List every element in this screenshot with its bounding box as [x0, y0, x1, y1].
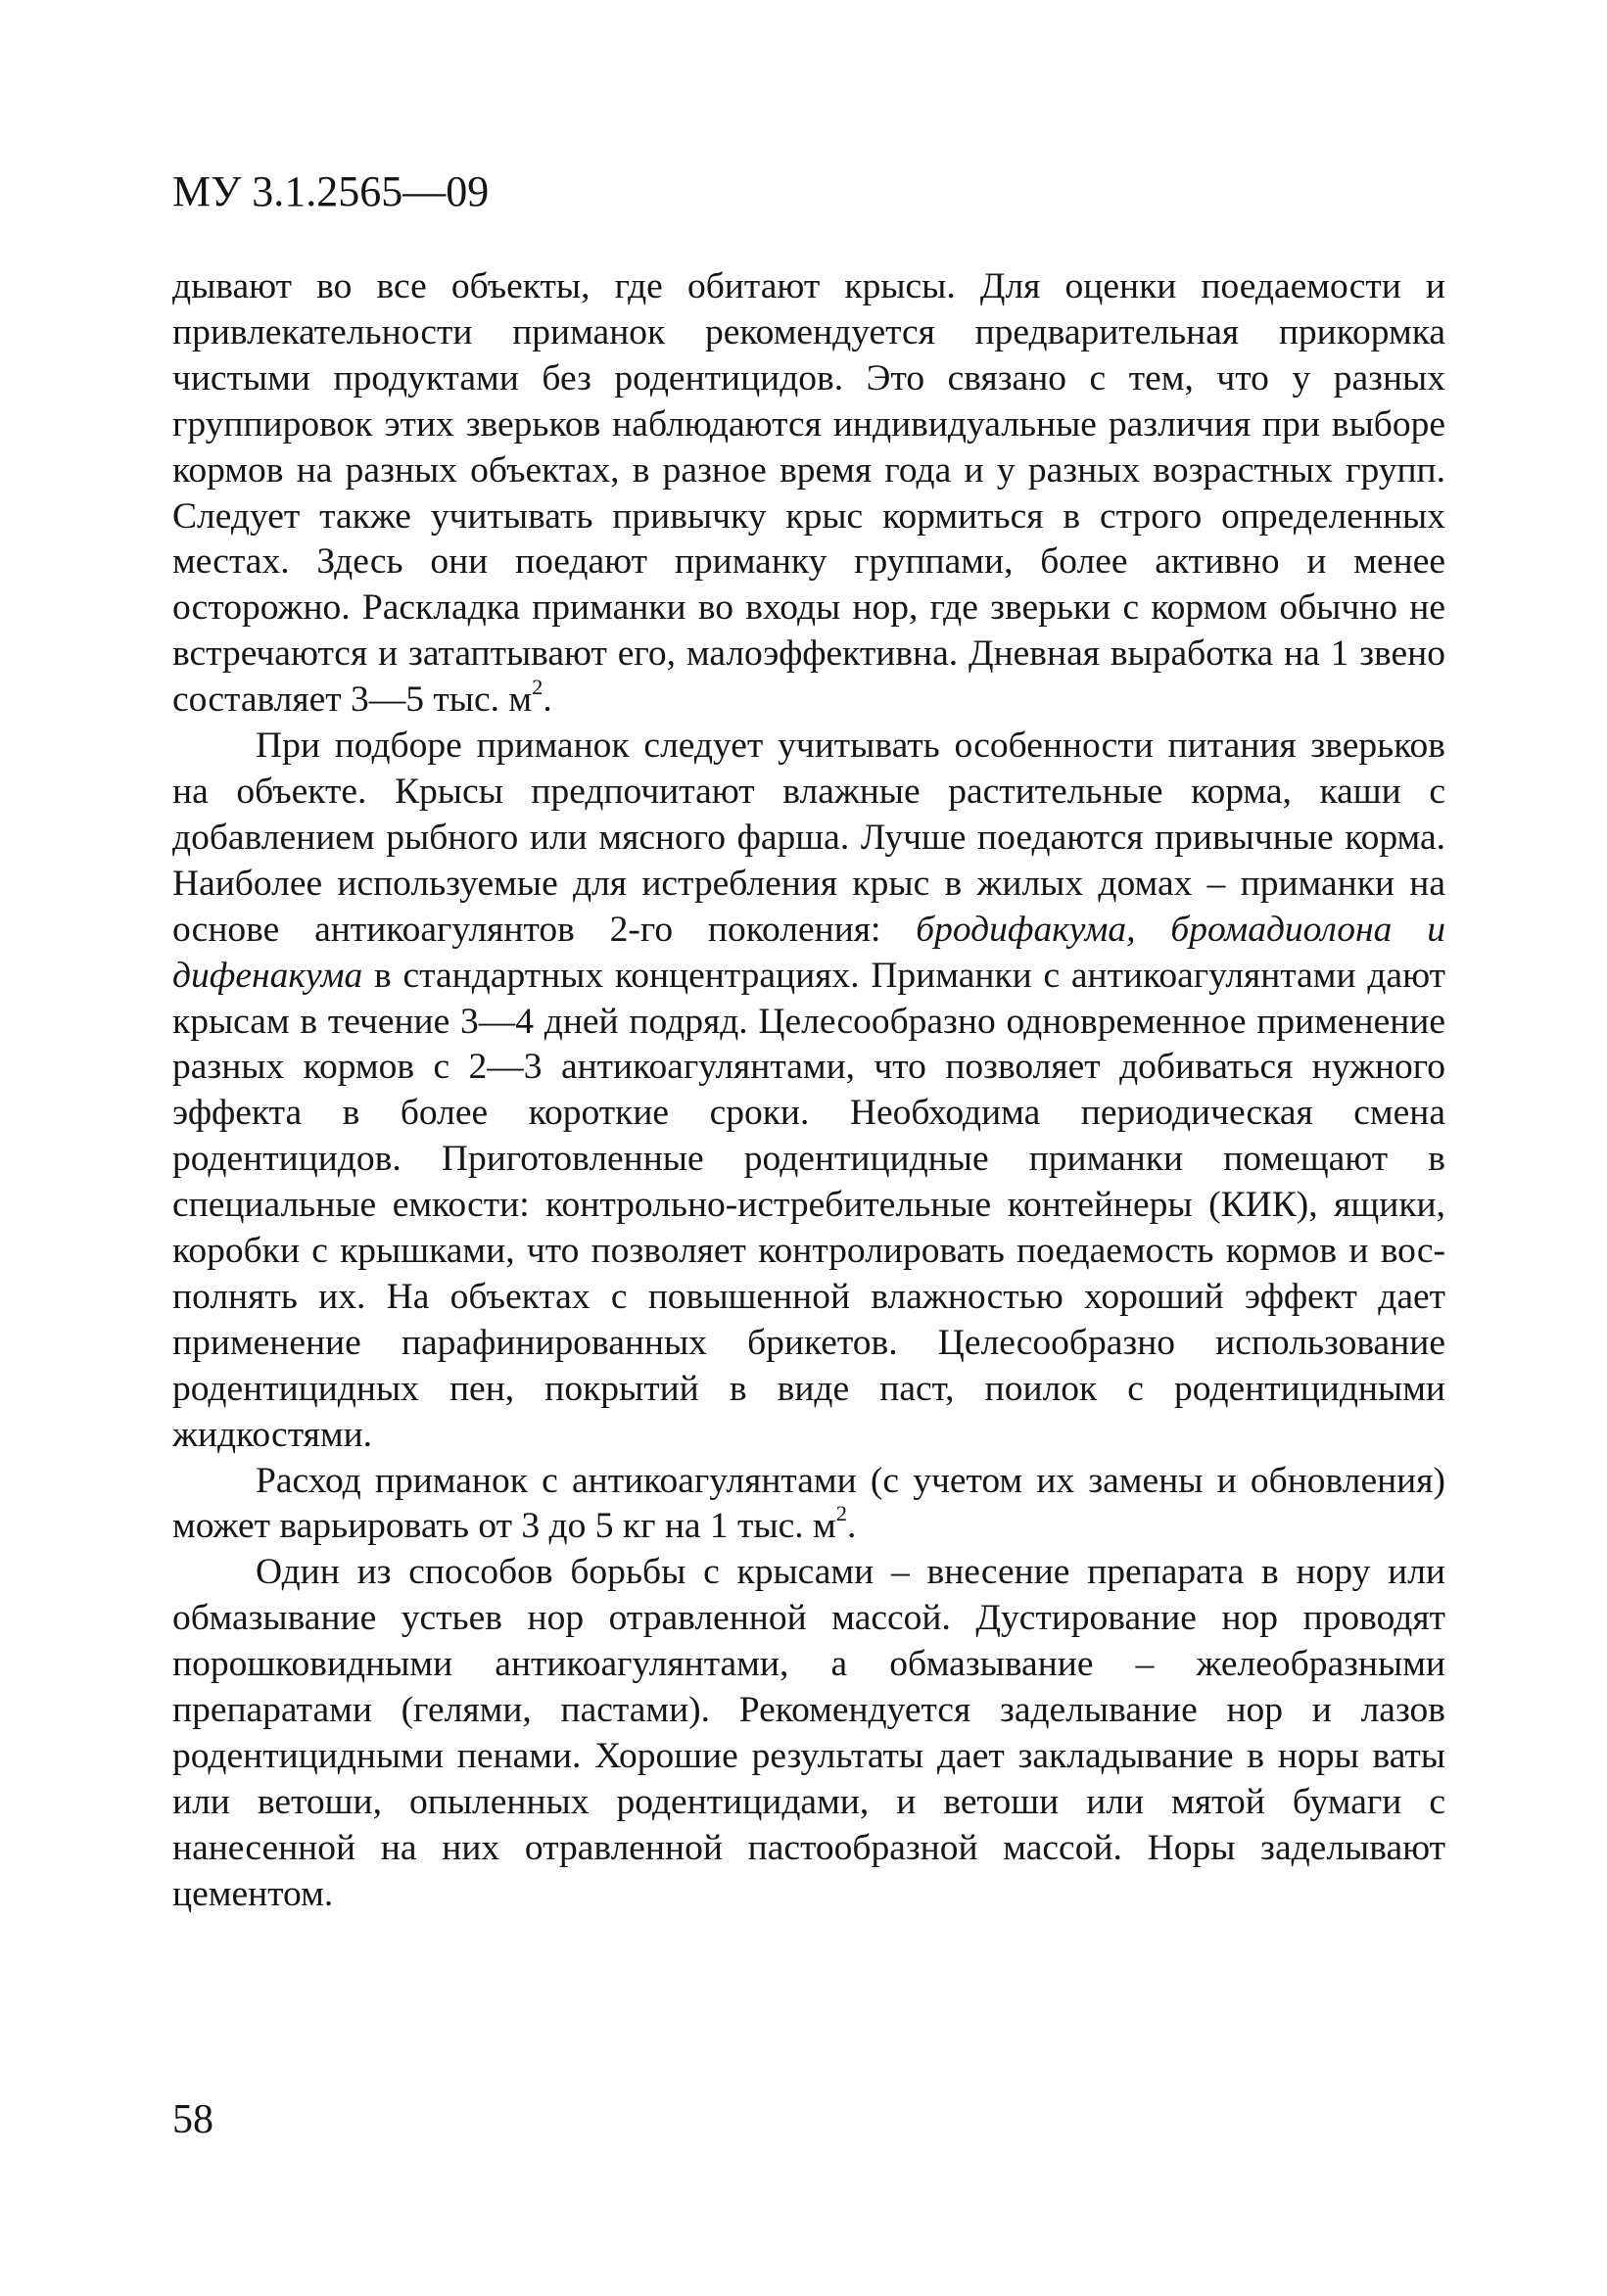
document-code: МУ 3.1.2565—09: [172, 167, 490, 215]
paragraph-2-text-start: При подборе приманок следует учитывать особенности питания зверьков на объекте. Крысы предпочитают влажные растительные корма, каши с добавлением рыбного или мясного фарша. Лучше поедаются привычные корма. Наиболее используемые для истребления крыс в жилых домах – приманки на основе антикоагулянтов 2-го поколения:: [172, 726, 1445, 950]
paragraph-2: [172, 724, 1445, 1459]
superscript-square: 2: [532, 675, 544, 700]
paragraph-1-tail: .: [543, 679, 552, 721]
paragraph-1: [172, 264, 1445, 724]
paragraph-3-text: Расход приманок с антикоагулянтами (с учетом их замены и обновления) может варьировать от 3 до 5 кг на 1 тыс. м: [172, 1460, 1445, 1547]
paragraph-2-italic-substances: бродифакума, бромадиолона и дифенакума: [172, 909, 1445, 996]
paragraph-1-text: дывают во все объекты, где обитают крысы. Для оценки поедаемости и привлекательности приманок рекомендуется предварительная прикормка чистыми продуктами без родентицидов. Это связано с тем, что у разных группировок этих зверьков наблюдаются индивидуальные различия при выборе кормов на разных объектах, в разное время года и у разных возрастных групп. Следует также учитывать привычку крыс кормиться в строго определенных местах. Здесь они поедают приманку группами, более активно и менее осторожно. Раскладка приманки во входы нор, где зверьки с кормом обычно не встречаются и затаптывают его, малоэффективна. Дневная выработка на 1 звено составляет 3—5 тыс. м: [172, 266, 1445, 721]
paragraph-4: [172, 1550, 1445, 1917]
paragraph-2-text-end: в стандартных концентрациях. Приманки с антикоагулянтами дают крысам в течение 3—4 дней подряд. Целесообразно одновременное применение разных кормов с 2—3 антикоагулянтами, что позволяет добиваться нужного эффекта в более короткие сроки. Необходима периодическая смена родентицидов. Приготовленные родентицидные приманки помещают в специальные емкости: контрольно-истребительные контейнеры (КИК), ящики, коробки с крышками, что позволяет контролировать поедаемость кормов и восполнять их. На объектах с повышенной влажностью хороший эффект дает применение парафинированных брикетов. Целесообразно использование родентицидных пен, покрытий в виде паст, поилок с родентицидными жидкостями.: [172, 955, 1445, 1455]
superscript-square: 2: [835, 1501, 848, 1526]
body-text: [172, 264, 1445, 1918]
paragraph-3: [172, 1459, 1445, 1551]
paragraph-4-text: Один из способов борьбы с крысами – внесение препарата в нору или обмазывание устьев нор отравленной массой. Дустирование нор проводят порошковидными антикоагулянтами, а обмазывание – желеобразными препаратами (гелями, пастами). Рекомендуется заделывание нор и лазов родентицидными пенами. Хорошие результаты дает закладывание в норы ваты или ветоши, опыленных родентицидами, и ветоши или мятой бумаги с нанесенной на них отравленной пастообразной массой. Норы заделывают цементом.: [172, 1552, 1445, 1914]
page-number: 58: [172, 2097, 213, 2142]
paragraph-3-tail: .: [847, 1506, 857, 1547]
